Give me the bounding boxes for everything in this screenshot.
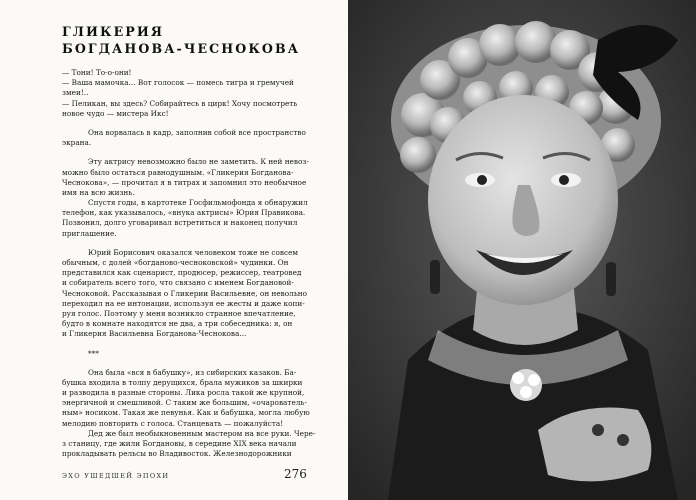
text-line: переходил на ее интонации, используя ее жесты и даже копи- (62, 298, 305, 308)
text-line: Чесноковой. Рассказывая о Гликерии Васильевне, он невольно (62, 288, 308, 298)
dialogue-block (62, 68, 334, 119)
body-text (62, 68, 334, 459)
text-line: телефон, как указывалось, «внука актрисы» Юрия Правикова. (62, 208, 306, 218)
chapter-title-line-2: БОГДАНОВА-ЧЕСНОКОВА (62, 41, 301, 56)
paragraph (62, 128, 334, 148)
paragraph (62, 368, 334, 429)
page-number: 276 (284, 467, 307, 481)
text-line: представился как сценарист, продюсер, режиссер, театровед (62, 268, 302, 278)
portrait-illustration (348, 0, 696, 500)
text-line: ным» носиком. Такая же певунья. Как и бабушка, могла любую (62, 408, 310, 418)
text-line: Спустя годы, в картотеке Госфильмофонда я обнаружил (88, 198, 308, 208)
text-line: — Пеликан, вы здесь? Собирайтесь в цирк! Хочу посмотреть (62, 98, 298, 108)
paragraph (62, 429, 334, 460)
text-line: з станицу, где жили Богдановы, в середине XIX века начали (62, 439, 297, 448)
text-line: и разводила в разные стороны. Лика росла такой же крупной, (62, 388, 305, 398)
text-line: — Тони! То-о-они! (62, 68, 132, 77)
text-line: мелодию повторить с голоса. Станцевать — пожалуйста! (62, 418, 284, 428)
text-line: будто в комнате находятся не два, а три собеседника: я, он (62, 319, 293, 329)
text-line: энергичной и смешливой. С таким же большим, «очарователь- (62, 398, 307, 408)
text-line: прокладывать рельсы во Владивосток. Железнодорожники (62, 449, 292, 459)
ring (592, 424, 604, 436)
text-line: экрана. (62, 138, 92, 148)
chapter-title-line-1: ГЛИКЕРИЯ (62, 24, 165, 39)
text-line: новое чудо — мистера Икс! (62, 108, 169, 118)
chapter-title (62, 23, 332, 57)
paragraph (62, 198, 334, 239)
text-line: имя на всю жизнь. (62, 187, 135, 197)
ring (617, 434, 629, 446)
text-line: и собиратель всего того, что связано с именем Богдановой- (62, 278, 294, 288)
left-earring (430, 260, 440, 294)
brooch (510, 369, 542, 401)
section-separator: *** (88, 348, 99, 358)
text-line: Позвонил, долго уговаривал встретиться и наконец получил (62, 218, 298, 228)
text-line: Эту актрису невозможно было не заметить. К ней невоз- (88, 157, 309, 167)
text-line: руя голос. Поэтому у меня возникло странное впечатление, (62, 308, 296, 318)
text-line: Юрий Борисович оказался человеком тоже не совсем (88, 247, 299, 257)
text-line: — Ваша мамочка... Вот голосок — помесь тигра и гремучей (62, 78, 294, 88)
text-line: Она ворвалась в кадр, заполнив собой все пространство (88, 127, 306, 137)
text-line: бушка входила в толпу дерущихся, брала мужиков за шкирки (62, 377, 303, 387)
right-earring (606, 262, 616, 296)
text-line: можно было остаться равнодушным. «Гликерия Богданова- (62, 167, 294, 177)
text-line: змеи!.. (62, 88, 89, 98)
running-title: ЭХО УШЕДШЕЙ ЭПОХИ (62, 472, 170, 480)
paragraph (62, 248, 334, 340)
text-line: Она была «вся в бабушку», из сибирских казаков. Ба- (88, 367, 297, 377)
text-line: и Гликерия Васильевна Богданова-Чеснокова... (62, 329, 247, 339)
text-line: Чеснокова», — прочитал я в титрах и запомнил это необычное (62, 177, 307, 187)
text-line: Дед же был необыкновенным мастером на все руки. Чере- (88, 428, 316, 438)
text-line: обычным, с долей «богданово-чесноковской» чудинки. Он (62, 258, 289, 267)
text-line: приглашение. (62, 228, 117, 238)
paragraph (62, 157, 334, 198)
portrait-photo (348, 0, 696, 500)
